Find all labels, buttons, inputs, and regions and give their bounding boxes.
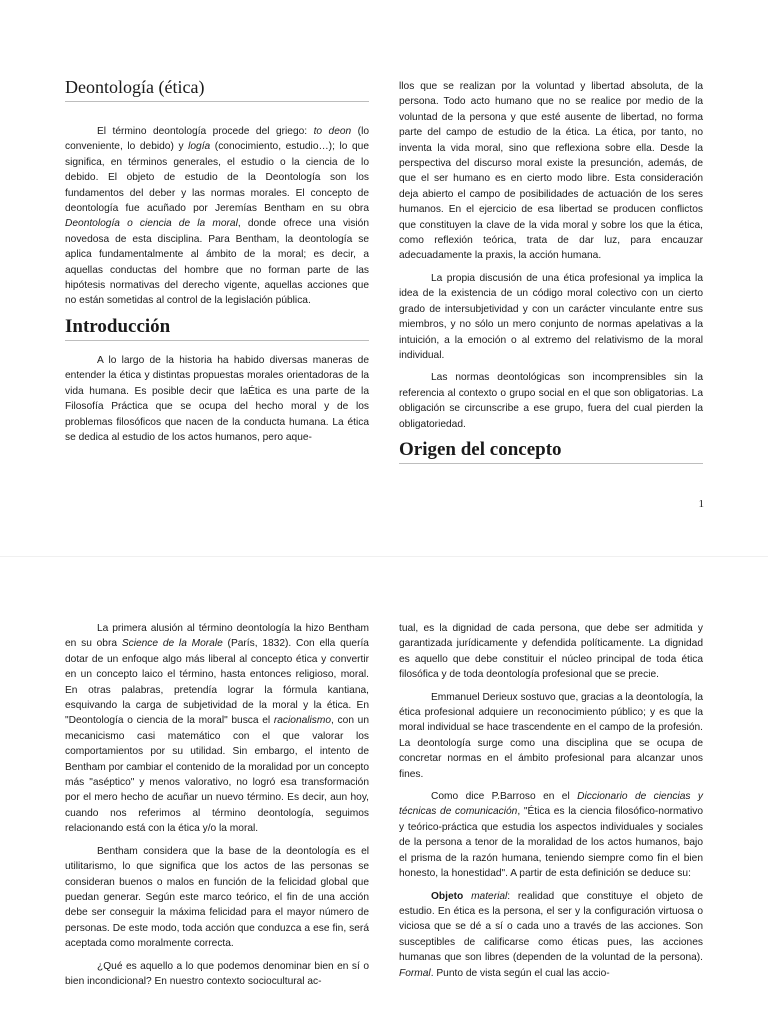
right-paragraph-3: Las normas deontológicas son incomprensibles sin la referencia al contexto o grupo social en el que son obligatorias. La obligación se circunscribe a ese grupo, fuera del cual pierden la obligatoriedad. (399, 372, 703, 430)
introduccion-paragraph: A lo largo de la historia ha habido diversas maneras de entender la ética y distintas propuestas morales orientadoras de la vida humana. Es posible decir que laÉtica es una parte de la Filosofía Práctica que se ocupa del hecho moral y de los problemas filosóficos que nacen de la conducta humana. La ética se dedica al estudio de los actos humanos, pero aque- (65, 354, 369, 443)
page-separator (0, 556, 768, 557)
utilitarismo-paragraph: Bentham considera que la base de la deontología es el utilitarismo, lo que significa que los actos de las personas se consideran buenos o malos en función de la felicidad global que puedan generar. Según este marco teórico, el fin de una acción debe ser conseguir la máxima felicidad para el mayor número de personas. De este modo, toda acción que conduzca a ese fin, será aceptada como moralmente correcta. (65, 845, 369, 950)
page-2-right-column (399, 621, 703, 988)
page-number: 1 (698, 498, 704, 510)
section-heading-origen: Origen del concepto (399, 439, 703, 464)
barroso-paragraph: Como dice P.Barroso en el Diccionario de ciencias y técnicas de comunicación, "Ética es la ciencia filosófico-normativo y teórico-práctica que estudia los aspectos individuales y sociales de la persona a tenor de la moralidad de los actos humanos, bajo el prisma de la razón humana, teniendo siempre como fin el bien honesto, la honestidad". A partir de esta definición se deduce su: (399, 791, 704, 880)
right-paragraph-2: La propia discusión de una ética profesional ya implica la idea de la existencia de un código moral colectivo con un cierto grado de intersubjetividad y con un carácter vinculante entre sus miembros, y no sólo un mero conjunto de normas apelativas a la intuición, a la emoción o al extremo del relativismo de la moral individual. (399, 272, 703, 361)
bien-paragraph: ¿Qué es aquello a lo que podemos denominar bien en sí o bien incondicional? En nuestro contexto sociocultural ac- (65, 960, 369, 987)
page-2 (0, 560, 768, 1024)
derieux-paragraph: Emmanuel Derieux sostuvo que, gracias a la deontología, la ética profesional adquiere un reconocimiento público; y es que la moral individual se hace trascendente en el campo de la profesión. La deontología surge como una disciplina que se ocupa de concretar normas en el ámbito profesional para alcanzar unos fines. (399, 691, 703, 780)
page-1-right-column (399, 79, 703, 476)
objeto-paragraph: Objeto material: realidad que constituye el objeto de estudio. En ética es la persona, el ser y la configuración virtuosa o viciosa que se dé a sí o cada uno a través de las acciones. Son susceptibles de calificarse como éticas pues, las acciones humanas que son libres (dependen de la voluntad de la persona). Formal. Punto de vista según el cual las accio- (399, 890, 703, 979)
section-heading-introduccion: Introducción (65, 316, 369, 341)
page-2-left-column (65, 621, 369, 996)
document-title: Deontología (ética) (65, 77, 369, 102)
dignidad-paragraph: tual, es la dignidad de cada persona, que debe ser admitida y garantizada jurídicamente y defendida políticamente. La dignidad es aquello que debe constituir el núcleo principal de toda ética filosófica y de toda deontología profesional que se precie. (399, 623, 703, 681)
bentham-paragraph: La primera alusión al término deontología la hizo Bentham en su obra Science de la Morale (París, 1832). Con ella quería dotar de un enfoque algo más liberal al concepto ética y convertir en un concepto laico el término, hasta entonces religioso, moral. En otras palabras, pretendía lograr la fórmula kantiana, esquivando la carga de subjetividad de la moral y la ética. En "Deontología o ciencia de la moral" busca el racionalismo, con un mecanicismo casi matemático con el que valorar los comportamientos por su utilidad. Sin embargo, el intento de Bentham por cambiar el contenido de la moralidad por un concepto más "aséptico" y menos valorativo, no logró esa transformación por el mero hecho de acuñar un nuevo término. Es decir, aun hoy, cuando nos referimos al término deontología, seguimos relacionando está con la ética y/o la moral. (65, 623, 369, 835)
page-1-left-column (65, 77, 369, 452)
right-paragraph-1: llos que se realizan por la voluntad y libertad absoluta, de la persona. Todo acto humano que no se realice por medio de la voluntad de la persona y que esté ausente de libertad, no forma parte del campo de estudio de la ética. La ética, por tanto, no inventa la vida moral, sino que reflexiona sobre ella. Desde la perspectiva del discurso moral existe la presunción, además, de que el ser humano es en cierto modo libre. Esta consideración deja abierto el campo de posibilidades de actuación de los seres humanos. En el ejercicio de esa libertad se producen conflictos que constituyen la clave de la vida moral y sobre los que la ética, como reflexión teórica, trata de dar luz, para encauzar adecuadamente la praxis, la acción humana. (399, 81, 703, 262)
intro-paragraph: El término deontología procede del griego: to deon (lo conveniente, lo debido) y logía (conocimiento, estudio…); lo que significa, en términos generales, el estudio o la ciencia de lo debido. El objeto de estudio de la Deontología son los fundamentos del deber y las normas morales. El concepto de deontología fue acuñado por Jeremías Bentham en su obra Deontología o ciencia de la moral, donde ofrece una visión novedosa de esta disciplina. Para Bentham, la deontología se aplica fundamentalmente al ámbito de la moral; es decir, a aquellas conductas del hombre que no forman parte de las hipótesis normativas del derecho vigente, aquellas acciones que no están sometidas al control de la legislación pública. (65, 126, 369, 307)
